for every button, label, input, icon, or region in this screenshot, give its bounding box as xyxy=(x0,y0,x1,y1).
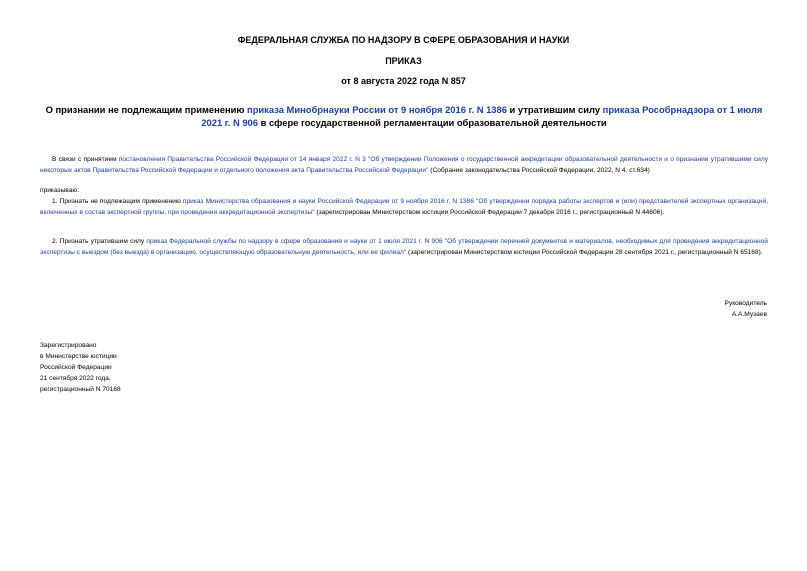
item1-intro: 1. Признать не подлежащим применению xyxy=(52,198,183,205)
signature-name: А.А.Музаев xyxy=(731,311,767,318)
doc-subject xyxy=(44,103,764,129)
signature-block xyxy=(725,298,767,320)
signature-title: Руководитель xyxy=(724,300,767,307)
subject-text-2: и утратившим силу xyxy=(506,104,603,115)
registration-line-5: регистрационный N 70168 xyxy=(40,386,121,393)
registration-line-1: Зарегистрировано xyxy=(40,342,97,349)
item2-link[interactable]: приказ Федеральной службы по надзору в сфере образования и науки от 1 июля 2021 г. N 906 "Об утверждении перечней документов и материалов, необходимых для проведения аккредитационной экспертизы с выездом (без выезда) в организацию, осуществляющую образовательную деятельность, или ее филиал" xyxy=(40,238,768,256)
item1-tail: (зарегистрирован Министерством юстиции Российской Федерации 7 декабря 2016 г., регистрационный N 44606). xyxy=(314,209,665,216)
registration-line-2: в Министерстве юстиции xyxy=(40,353,117,360)
registration-line-4: 21 сентября 2022 года, xyxy=(40,375,111,382)
order-item-1 xyxy=(40,196,768,218)
agency-title: ФЕДЕРАЛЬНАЯ СЛУЖБА ПО НАДЗОРУ В СФЕРЕ ОБРАЗОВАНИЯ И НАУКИ xyxy=(237,35,570,45)
preamble-paragraph xyxy=(40,154,768,176)
subject-text-3: в сфере государственной регламентации образовательной деятельности xyxy=(257,117,607,128)
preamble-intro: В связи с принятием xyxy=(52,156,119,163)
doc-type: ПРИКАЗ xyxy=(385,56,422,66)
subject-text-1: О признании не подлежащим применению xyxy=(45,104,248,115)
registration-block xyxy=(40,340,121,395)
item2-tail: (зарегистрирован Министерством юстиции Российской Федерации 28 сентября 2021 г., регистрационный N 65168). xyxy=(406,249,763,256)
subject-link-order-906[interactable]: приказа Рособрнадзора от 1 июля 2021 г. N 906 xyxy=(201,104,763,128)
order-item-2 xyxy=(40,236,768,258)
doc-date-number: от 8 августа 2022 года N 857 xyxy=(341,76,466,86)
subject-link-order-1386[interactable]: приказа Минобрнауки России от 9 ноября 2016 г. N 1386 xyxy=(247,104,507,115)
registration-line-3: Российской Федерации xyxy=(40,364,112,371)
orders-label: приказываю: xyxy=(40,187,80,194)
item1-link[interactable]: приказ Министерства образования и науки Российской Федерации от 9 ноября 2016 г. N 1386 "Об утверждении порядка работы экспертов и (или) представителей экспертных организаций, включенных в состав экспертной группы, при проведении аккредитационной экспертизы" xyxy=(40,198,769,216)
preamble-tail: (Собрание законодательства Российской Федерации, 2022, N 4, ст.634) xyxy=(428,167,650,174)
preamble-link-resolution[interactable]: постановления Правительства Российской Федерации от 14 января 2022 г. N 3 "Об утверждении Положения о государственной аккредитации образовательной деятельности и о признании утратившими силу некоторых актов Правительства Российской Федерации и отдельного положения акта Правительства Российской Федерации" xyxy=(40,156,769,174)
item2-intro: 2. Признать утратившим силу xyxy=(52,238,147,245)
